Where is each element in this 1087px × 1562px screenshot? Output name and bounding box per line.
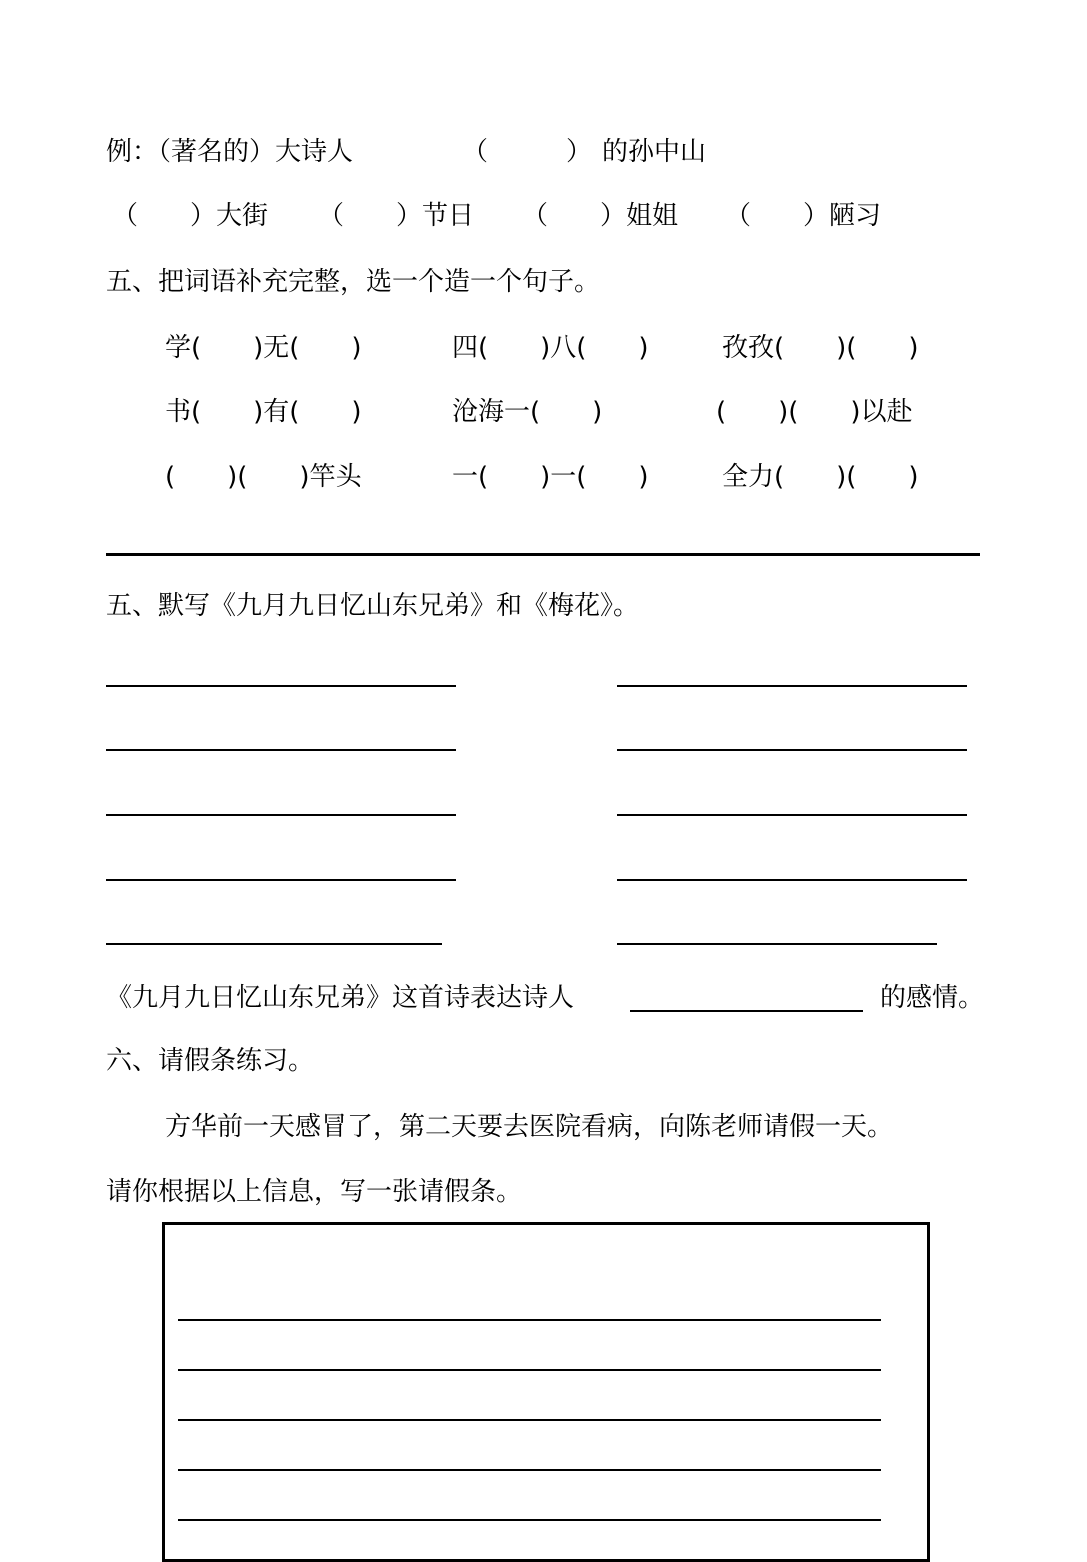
writing-line[interactable]: [106, 749, 456, 751]
idiom-item[interactable]: ( )( )以赴: [716, 397, 913, 427]
idiom-item[interactable]: 四( )八( ): [452, 333, 649, 363]
idiom-item[interactable]: 沧海一( ): [452, 397, 603, 427]
box-writing-line[interactable]: [178, 1469, 881, 1471]
fill-item[interactable]: （ ）节日: [318, 201, 475, 231]
writing-line[interactable]: [617, 749, 967, 751]
example-blank[interactable]: （ ）: [462, 137, 593, 167]
writing-box: [162, 1222, 930, 1562]
idiom-item[interactable]: 学( )无( ): [165, 333, 362, 363]
fill-item[interactable]: （ ）大街: [112, 201, 269, 231]
box-writing-line[interactable]: [178, 1319, 881, 1321]
idiom-item[interactable]: 全力( )( ): [722, 462, 919, 492]
writing-line[interactable]: [106, 685, 456, 687]
example-suffix: 的孙中山: [602, 137, 707, 167]
idiom-item[interactable]: 孜孜( )( ): [722, 333, 919, 363]
writing-line[interactable]: [106, 814, 456, 816]
answer-blank[interactable]: [630, 1010, 863, 1012]
fill-item[interactable]: （ ）陋习: [725, 201, 882, 231]
section-heading-poems: 五、默写《九月九日忆山东兄弟》和《梅花》。: [106, 591, 640, 621]
writing-line[interactable]: [106, 943, 442, 945]
idiom-item[interactable]: 书( )有( ): [165, 397, 362, 427]
section-divider: [106, 553, 980, 556]
idiom-item[interactable]: 一( )一( ): [452, 462, 649, 492]
writing-line[interactable]: [617, 685, 967, 687]
paragraph-line: 方华前一天感冒了，第二天要去医院看病，向陈老师请假一天。: [165, 1112, 894, 1142]
idiom-item[interactable]: ( )( )竿头: [165, 462, 362, 492]
writing-line[interactable]: [106, 879, 456, 881]
fill-item[interactable]: （ ）姐姐: [522, 201, 679, 231]
poem-question-prefix: 《九月九日忆山东兄弟》这首诗表达诗人: [106, 983, 575, 1013]
paragraph-line: 请你根据以上信息，写一张请假条。: [106, 1177, 523, 1207]
box-writing-line[interactable]: [178, 1419, 881, 1421]
box-writing-line[interactable]: [178, 1519, 881, 1521]
writing-line[interactable]: [617, 814, 967, 816]
poem-question-suffix: 的感情。: [880, 983, 985, 1013]
writing-line[interactable]: [617, 879, 967, 881]
section-heading-leave: 六、请假条练习。: [106, 1046, 315, 1076]
section-heading-idioms: 五、把词语补充完整，选一个造一个句子。: [106, 267, 601, 297]
box-writing-line[interactable]: [178, 1369, 881, 1371]
writing-line[interactable]: [617, 943, 937, 945]
example-prefix: 例：（著名的）大诗人: [106, 137, 354, 167]
